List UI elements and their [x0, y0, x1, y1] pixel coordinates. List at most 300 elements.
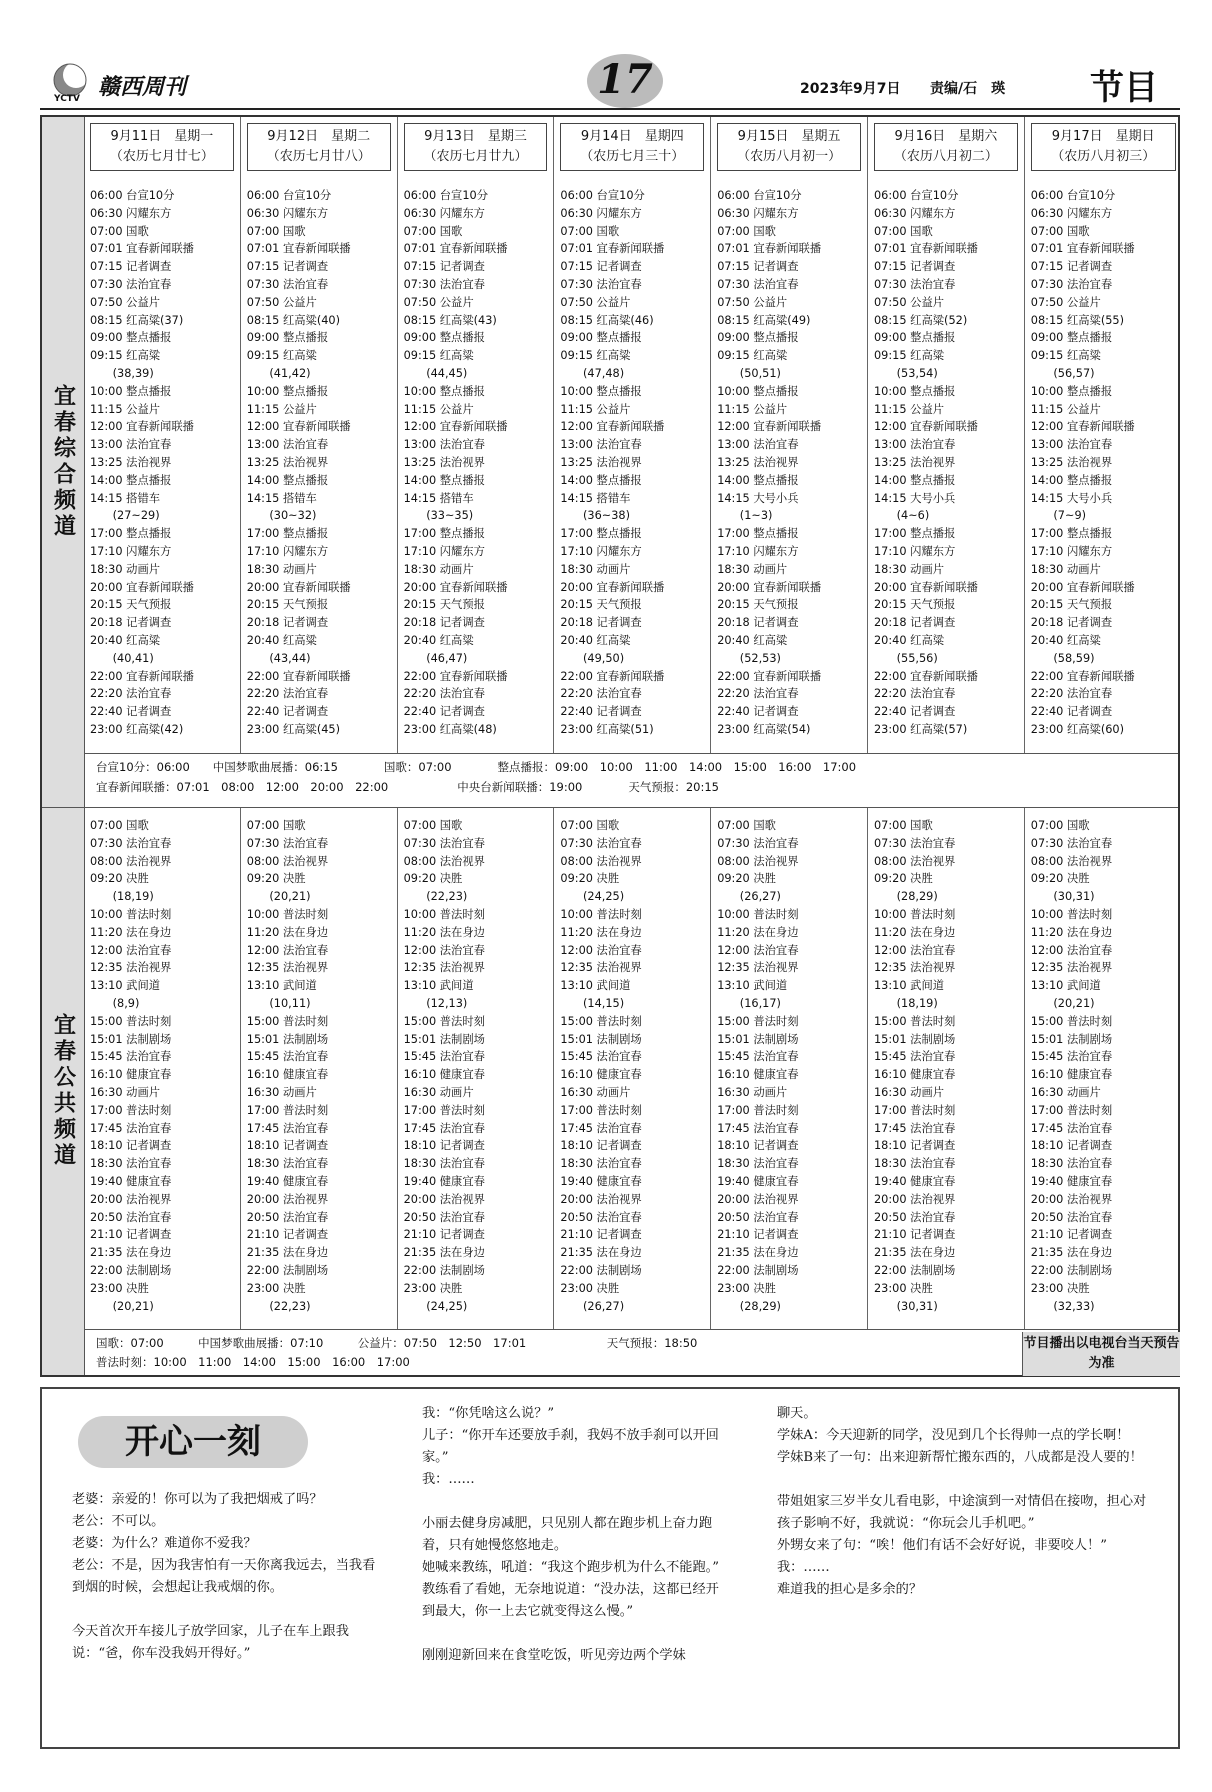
program-item: 18:30 法治宜春 [1030, 1157, 1113, 1171]
program-item: (58,59) [1030, 651, 1095, 665]
program-item: (47,48) [560, 366, 625, 380]
program-item: 07:00 国歌 [560, 819, 620, 832]
program-item: 23:00 决胜 [717, 1281, 776, 1295]
program-item: 07:30 法治宜春 [403, 277, 485, 291]
program-item: 12:00 宜春新闻联播 [403, 420, 508, 434]
program-item: 13:00 法治宜春 [717, 438, 799, 452]
program-item: 07:50 公益片 [717, 295, 788, 309]
program-item: 18:30 动画片 [90, 562, 161, 576]
program-item: 12:00 法治宜春 [1030, 943, 1113, 957]
program-item: 09:00 整点播报 [246, 331, 329, 345]
program-list-channel2 [874, 817, 1022, 1315]
program-item: 09:15 红高粱 [874, 349, 945, 363]
program-item: (30~32) [246, 509, 317, 523]
program-item: (38,39) [90, 366, 154, 380]
program-item: 16:30 动画片 [403, 1085, 474, 1099]
page-number: 17 [597, 56, 653, 103]
program-item: 17:00 普法时刻 [403, 1103, 485, 1117]
program-item: 07:00 国歌 [246, 819, 306, 832]
program-item: 20:00 法治视界 [90, 1192, 172, 1206]
program-item: 19:40 健康宜春 [403, 1174, 485, 1188]
program-item: 12:35 法治视界 [874, 961, 956, 975]
program-item: 12:00 宜春新闻联播 [246, 420, 351, 434]
program-item: 06:00 台宣10分 [874, 189, 959, 202]
program-item: (44,45) [403, 366, 468, 380]
program-item: 17:00 普法时刻 [560, 1103, 642, 1117]
program-item: 10:00 整点播报 [560, 384, 642, 398]
program-item: 17:10 闪耀东方 [717, 544, 799, 558]
day-lunar: （农历八月初三） [1051, 149, 1156, 164]
program-item: 11:15 公益片 [90, 402, 161, 416]
program-item: 07:30 法治宜春 [560, 277, 642, 291]
channel-label [42, 117, 85, 807]
program-item: 16:10 健康宜春 [717, 1068, 799, 1082]
program-item: 22:00 宜春新闻联播 [90, 669, 194, 683]
program-item: 07:15 记者调查 [90, 260, 172, 274]
day-header [90, 123, 234, 171]
program-item: 12:00 法治宜春 [560, 943, 642, 957]
program-item: 23:00 红高粱(45) [246, 722, 341, 736]
program-item: 12:00 宜春新闻联播 [560, 420, 665, 434]
program-item: 17:00 整点播报 [403, 527, 485, 541]
program-item: 07:00 国歌 [403, 224, 463, 238]
program-item: 07:00 国歌 [246, 224, 306, 238]
page-number-badge [580, 50, 670, 112]
day-column-channel2 [711, 807, 868, 1329]
program-item: 07:15 记者调查 [246, 260, 329, 274]
program-item: 18:30 法治宜春 [560, 1157, 642, 1171]
program-item: 17:45 法治宜春 [717, 1121, 799, 1135]
program-item: (12,13) [403, 996, 468, 1010]
program-item: 22:00 法制剧场 [403, 1263, 485, 1277]
program-item: (49,50) [560, 651, 625, 665]
program-item: 22:40 记者调查 [90, 705, 172, 719]
program-item: (1~3) [717, 509, 773, 523]
program-item: 11:20 法在身边 [1030, 925, 1113, 939]
day-date: 9月13日 星期三 [424, 129, 527, 144]
program-item: 22:00 法制剧场 [246, 1263, 329, 1277]
channel-name: 宜春公共频道 [50, 1013, 76, 1169]
program-item: 08:15 红高粱(46) [560, 313, 654, 327]
program-item: 06:30 闪耀东方 [560, 206, 642, 220]
divider [84, 1329, 1178, 1330]
day-column [84, 117, 241, 753]
program-item: 09:00 整点播报 [403, 331, 485, 345]
day-lunar: （农历七月三十） [580, 149, 685, 164]
program-item: 20:00 宜春新闻联播 [403, 580, 508, 594]
program-item: 18:30 动画片 [246, 562, 317, 576]
program-item: 07:01 宜春新闻联播 [1030, 242, 1135, 256]
program-item: 07:50 公益片 [246, 295, 317, 309]
program-item: 16:10 健康宜春 [403, 1068, 485, 1082]
day-column-channel2 [868, 807, 1025, 1329]
program-item: 20:50 法治宜春 [246, 1210, 329, 1224]
program-item: 13:25 法治视界 [1030, 455, 1113, 469]
program-item: 11:15 公益片 [874, 402, 945, 416]
program-item: 20:40 红高粱 [246, 633, 317, 647]
program-item: 20:00 宜春新闻联播 [874, 580, 978, 594]
channel1-summary-line: 台宣10分：06:00 中国梦歌曲展播：06:15 国歌：07:00 整点播报：09:00 10:00 11:00 14:00 15:00 16:00 17:00 [96, 760, 857, 774]
program-item: (24,25) [560, 890, 625, 904]
program-item: 20:00 宜春新闻联播 [246, 580, 351, 594]
program-list-channel1 [560, 187, 708, 739]
program-item: 14:00 整点播报 [560, 473, 642, 487]
program-item: 15:45 法治宜春 [560, 1050, 642, 1064]
program-item: 17:10 闪耀东方 [403, 544, 485, 558]
program-item: 20:18 记者调查 [90, 616, 172, 630]
program-item: 15:01 法制剧场 [560, 1032, 642, 1046]
program-item: 09:20 决胜 [246, 872, 306, 886]
brand-title: 赣西周刊 [98, 74, 187, 100]
program-item: 16:30 动画片 [1030, 1085, 1101, 1099]
program-item: 22:00 法制剧场 [717, 1263, 799, 1277]
program-item: 07:30 法治宜春 [874, 836, 956, 850]
program-list-channel2 [90, 817, 238, 1315]
program-item: 22:20 法治宜春 [717, 687, 799, 701]
program-item: 14:15 搭错车 [560, 491, 631, 505]
day-column-channel2 [84, 807, 241, 1329]
page-header [40, 50, 1180, 108]
program-item: 18:30 动画片 [1030, 562, 1101, 576]
program-item: 14:00 整点播报 [717, 473, 799, 487]
program-item: 07:00 国歌 [90, 224, 149, 238]
program-item: 22:00 宜春新闻联播 [403, 669, 508, 683]
program-item: 14:15 大号小兵 [717, 491, 799, 505]
day-column [554, 117, 711, 753]
program-item: 07:50 公益片 [560, 295, 631, 309]
program-item: 10:00 普法时刻 [90, 907, 172, 921]
program-item: 09:00 整点播报 [1030, 331, 1113, 345]
program-item: 09:00 整点播报 [560, 331, 642, 345]
program-item: 13:00 法治宜春 [874, 438, 956, 452]
program-item: (22,23) [403, 890, 468, 904]
program-item: 12:35 法治视界 [403, 961, 485, 975]
program-item: 23:00 决胜 [403, 1281, 463, 1295]
program-item: (24,25) [403, 1299, 468, 1313]
day-column [1025, 117, 1182, 753]
day-lunar: （农历七月廿七） [109, 149, 214, 164]
program-item: 11:15 公益片 [717, 402, 788, 416]
program-item: 07:15 记者调查 [717, 260, 799, 274]
program-item: 06:00 台宣10分 [717, 189, 802, 202]
program-item: 15:00 普法时刻 [1030, 1014, 1113, 1028]
program-item: 18:10 记者调查 [1030, 1139, 1113, 1153]
program-item: 06:30 闪耀东方 [1030, 206, 1113, 220]
program-item: (32,33) [1030, 1299, 1095, 1313]
program-item: 22:00 法制剧场 [560, 1263, 642, 1277]
program-item: (41,42) [246, 366, 311, 380]
channel-name: 宜春综合频道 [50, 384, 76, 540]
program-item: (7~9) [1030, 509, 1087, 523]
program-item: 19:40 健康宜春 [1030, 1174, 1113, 1188]
program-item: 20:40 红高粱 [1030, 633, 1101, 647]
program-item: 10:00 整点播报 [874, 384, 956, 398]
program-item: (10,11) [246, 996, 311, 1010]
program-item: 17:45 法治宜春 [90, 1121, 172, 1135]
program-item: 15:45 法治宜春 [90, 1050, 172, 1064]
program-item: 07:30 法治宜春 [403, 836, 485, 850]
divider [42, 807, 1178, 808]
program-item: 22:20 法治宜春 [90, 687, 172, 701]
program-item: 06:00 台宣10分 [1030, 189, 1116, 202]
day-date: 9月14日 星期四 [580, 129, 684, 144]
humor-column-3: 聊天。 学妹A：今天迎新的同学，没见到几个长得帅一点的学长啊！ 学妹B来了一句：出来迎新帮忙搬东西的，八成都是没人要的！ 带姐姐家三岁半女儿看电影，中途演到一对情侣在接吻，担心对孩子影响不好，我就说：“你玩会儿手机吧。” 外甥女来了句：“唉！他们有话不会好好说，非要咬人！” 我：…… 难道我的担心是多余的？ [777, 1406, 1147, 1597]
program-item: 17:45 法治宜春 [246, 1121, 329, 1135]
day-column [241, 117, 398, 753]
program-item: 17:00 普法时刻 [246, 1103, 329, 1117]
program-item: 15:01 法制剧场 [717, 1032, 799, 1046]
program-item: 20:40 红高粱 [874, 633, 945, 647]
program-item: 15:00 普法时刻 [874, 1014, 956, 1028]
program-list-channel1 [1031, 187, 1180, 739]
program-item: 13:10 武间道 [560, 979, 631, 993]
program-list-channel1 [404, 187, 552, 739]
program-item: 22:20 法治宜春 [874, 687, 956, 701]
program-item: 10:00 整点播报 [246, 384, 329, 398]
humor-title: 开心一刻 [78, 1416, 308, 1468]
program-item: 16:10 健康宜春 [246, 1068, 329, 1082]
program-item: 22:40 记者调查 [560, 705, 642, 719]
channel2-summary-line: 普法时刻：10:00 11:00 14:00 15:00 16:00 17:00 [96, 1355, 410, 1369]
program-item: 23:00 红高粱(60) [1030, 722, 1125, 736]
program-item: 22:00 法制剧场 [90, 1263, 172, 1277]
program-item: 23:00 决胜 [874, 1281, 933, 1295]
program-item: 09:15 红高粱 [717, 349, 788, 363]
program-item: 15:01 法制剧场 [1030, 1032, 1113, 1046]
program-item: 21:10 记者调查 [246, 1228, 329, 1242]
program-item: 14:15 搭错车 [246, 491, 317, 505]
program-item: 22:20 法治宜春 [560, 687, 642, 701]
program-item: 12:00 宜春新闻联播 [1030, 420, 1135, 434]
program-item: 09:20 决胜 [717, 872, 776, 886]
program-item: 10:00 普法时刻 [560, 907, 642, 921]
humor-section [40, 1387, 1180, 1749]
program-item: 23:00 红高粱(48) [403, 722, 497, 736]
program-item: 07:01 宜春新闻联播 [717, 242, 822, 256]
program-item: 18:10 记者调查 [90, 1139, 172, 1153]
program-item: 13:00 法治宜春 [403, 438, 485, 452]
program-item: 07:50 公益片 [90, 295, 161, 309]
program-item: 07:50 公益片 [874, 295, 945, 309]
program-item: 12:00 宜春新闻联播 [874, 420, 978, 434]
program-item: 09:00 整点播报 [90, 331, 172, 345]
program-item: 09:15 红高粱 [1030, 349, 1101, 363]
program-item: 07:15 记者调查 [403, 260, 485, 274]
day-header [874, 123, 1018, 171]
program-item: 12:00 法治宜春 [403, 943, 485, 957]
program-item: 21:10 记者调查 [874, 1228, 956, 1242]
program-item: 12:35 法治视界 [90, 961, 172, 975]
program-item: 15:01 法制剧场 [90, 1032, 172, 1046]
program-list-channel2 [560, 817, 708, 1315]
program-item: 12:00 宜春新闻联播 [90, 420, 194, 434]
program-item: 17:00 整点播报 [246, 527, 329, 541]
program-item: 22:40 记者调查 [246, 705, 329, 719]
program-item: 18:10 记者调查 [717, 1139, 799, 1153]
program-item: 14:00 整点播报 [1030, 473, 1113, 487]
program-item: 20:00 宜春新闻联播 [560, 580, 665, 594]
program-item: 22:00 宜春新闻联播 [717, 669, 822, 683]
day-lunar: （农历七月廿九） [423, 149, 528, 164]
program-item: 20:00 法治视界 [246, 1192, 329, 1206]
program-item: 07:00 国歌 [874, 819, 933, 832]
program-item: 07:30 法治宜春 [560, 836, 642, 850]
program-item: 16:30 动画片 [717, 1085, 788, 1099]
program-item: 11:15 公益片 [246, 402, 317, 416]
program-item: 14:15 搭错车 [90, 491, 161, 505]
program-item: (36~38) [560, 509, 631, 523]
program-item: 14:00 整点播报 [874, 473, 956, 487]
day-header [404, 123, 548, 171]
day-date: 9月15日 星期五 [737, 129, 841, 144]
program-item: 13:10 武间道 [1030, 979, 1101, 993]
day-date: 9月12日 星期二 [267, 129, 371, 144]
program-item: 11:20 法在身边 [560, 925, 642, 939]
program-item: 07:30 法治宜春 [874, 277, 956, 291]
program-item: (53,54) [874, 366, 938, 380]
program-item: (55,56) [874, 651, 938, 665]
program-item: 10:00 普法时刻 [246, 907, 329, 921]
channel-label [42, 807, 85, 1375]
program-item: 07:15 记者调查 [560, 260, 642, 274]
program-item: 15:45 法治宜春 [246, 1050, 329, 1064]
program-item: 20:18 记者调查 [717, 616, 799, 630]
program-item: 16:30 动画片 [90, 1085, 161, 1099]
program-item: (40,41) [90, 651, 154, 665]
program-list-channel1 [717, 187, 865, 739]
program-item: 15:45 法治宜春 [874, 1050, 956, 1064]
program-item: 21:35 法在身边 [717, 1246, 799, 1260]
program-item: 20:00 法治视界 [874, 1192, 956, 1206]
program-item: 21:10 记者调查 [90, 1228, 172, 1242]
program-item: 07:01 宜春新闻联播 [246, 242, 351, 256]
program-item: 08:00 法治视界 [246, 854, 329, 868]
program-item: 12:00 法治宜春 [90, 943, 172, 957]
program-item: 09:20 决胜 [874, 872, 933, 886]
program-item: 20:15 天气预报 [560, 598, 642, 612]
program-item: 13:25 法治视界 [560, 455, 642, 469]
program-item: 08:00 法治视界 [403, 854, 485, 868]
program-item: 13:00 法治宜春 [1030, 438, 1113, 452]
program-item: 20:50 法治宜春 [403, 1210, 485, 1224]
program-item: 09:15 红高粱 [560, 349, 631, 363]
program-item: 06:30 闪耀东方 [403, 206, 485, 220]
tv-schedule-table [40, 115, 1180, 1377]
program-item: 17:00 普法时刻 [1030, 1103, 1113, 1117]
program-item: 13:10 武间道 [403, 979, 474, 993]
day-date: 9月17日 星期日 [1051, 129, 1155, 144]
program-item: 16:10 健康宜春 [1030, 1068, 1113, 1082]
program-item: 21:35 法在身边 [874, 1246, 956, 1260]
program-item: 07:15 记者调查 [874, 260, 956, 274]
program-item: 09:15 红高粱 [246, 349, 317, 363]
program-item: 17:00 普法时刻 [90, 1103, 172, 1117]
program-item: 23:00 决胜 [560, 1281, 620, 1295]
program-item: 11:20 法在身边 [90, 925, 172, 939]
program-item: 07:15 记者调查 [1030, 260, 1113, 274]
program-item: 06:00 台宣10分 [246, 189, 332, 202]
program-item: 10:00 整点播报 [90, 384, 172, 398]
program-item: (28,29) [874, 890, 938, 904]
program-item: (22,23) [246, 1299, 311, 1313]
program-item: 06:00 台宣10分 [403, 189, 489, 202]
program-item: 23:00 决胜 [246, 1281, 306, 1295]
program-item: 22:20 法治宜春 [403, 687, 485, 701]
program-item: (46,47) [403, 651, 468, 665]
day-column-channel2 [398, 807, 555, 1329]
program-item: 20:15 天气预报 [90, 598, 172, 612]
program-item: 09:20 决胜 [1030, 872, 1090, 886]
program-item: 22:00 法制剧场 [874, 1263, 956, 1277]
program-item: 11:15 公益片 [1030, 402, 1101, 416]
program-item: 08:00 法治视界 [874, 854, 956, 868]
program-item: (27~29) [90, 509, 160, 523]
day-header [1031, 123, 1176, 171]
program-item: 08:15 红高粱(55) [1030, 313, 1125, 327]
program-item: 13:25 法治视界 [403, 455, 485, 469]
program-item: 14:15 大号小兵 [874, 491, 956, 505]
program-item: 17:00 整点播报 [560, 527, 642, 541]
program-item: (26,27) [717, 890, 781, 904]
program-item: 07:50 公益片 [403, 295, 474, 309]
program-item: 17:10 闪耀东方 [874, 544, 956, 558]
program-item: 19:40 健康宜春 [246, 1174, 329, 1188]
program-list-channel2 [247, 817, 395, 1315]
program-item: 07:00 国歌 [1030, 819, 1090, 832]
program-item: 15:45 法治宜春 [717, 1050, 799, 1064]
program-item: (26,27) [560, 1299, 625, 1313]
program-item: 13:10 武间道 [717, 979, 788, 993]
program-item: 16:30 动画片 [246, 1085, 317, 1099]
program-item: 23:00 红高粱(57) [874, 722, 968, 736]
program-list-channel2 [404, 817, 552, 1315]
program-item: 18:30 法治宜春 [246, 1157, 329, 1171]
program-item: 13:25 法治视界 [874, 455, 956, 469]
program-item: (20,21) [246, 890, 311, 904]
day-header [717, 123, 861, 171]
program-item: 17:45 法治宜春 [874, 1121, 956, 1135]
program-item: 15:45 法治宜春 [1030, 1050, 1113, 1064]
program-item: 08:15 红高粱(37) [90, 313, 184, 327]
program-item: 20:00 法治视界 [560, 1192, 642, 1206]
day-date: 9月16日 星期六 [894, 129, 998, 144]
program-item: 20:15 天气预报 [717, 598, 799, 612]
program-item: 18:10 记者调查 [246, 1139, 329, 1153]
program-item: 15:01 法制剧场 [246, 1032, 329, 1046]
program-item: 20:40 红高粱 [403, 633, 474, 647]
program-item: 20:40 红高粱 [560, 633, 631, 647]
program-item: 22:00 宜春新闻联播 [246, 669, 351, 683]
program-item: 07:00 国歌 [717, 224, 776, 238]
program-item: (8,9) [90, 996, 140, 1010]
program-item: 16:10 健康宜春 [90, 1068, 172, 1082]
program-item: 08:00 法治视界 [717, 854, 799, 868]
program-item: 21:35 法在身边 [90, 1246, 172, 1260]
program-item: 23:00 红高粱(54) [717, 722, 811, 736]
program-item: 18:30 动画片 [560, 562, 631, 576]
program-item: 07:00 国歌 [1030, 224, 1090, 238]
program-item: 14:00 整点播报 [403, 473, 485, 487]
program-item: 15:00 普法时刻 [717, 1014, 799, 1028]
program-item: 18:10 记者调查 [560, 1139, 642, 1153]
program-item: 17:00 普法时刻 [717, 1103, 799, 1117]
humor-column-2: 我：“你凭啥这么说？” 儿子：“你开车还要放手刹，我妈不放手刹可以开回家。” 我：…… 小丽去健身房减肥，只见别人都在跑步机上奋力跑着，只有她慢悠悠地走。 她喊来教练，吼道：“我这个跑步机为什么不能跑。” 教练看了看她，无奈地说道：“没办法，这都已经开到最大，你一上去它就变得这么慢。” 刚刚迎新回来在食堂吃饭，听见旁边两个学妹 [422, 1406, 720, 1663]
program-item: 11:20 法在身边 [246, 925, 329, 939]
program-item: 20:00 宜春新闻联播 [90, 580, 194, 594]
program-item: 08:00 法治视界 [90, 854, 172, 868]
program-item: (20,21) [90, 1299, 154, 1313]
program-item: 17:10 闪耀东方 [1030, 544, 1113, 558]
